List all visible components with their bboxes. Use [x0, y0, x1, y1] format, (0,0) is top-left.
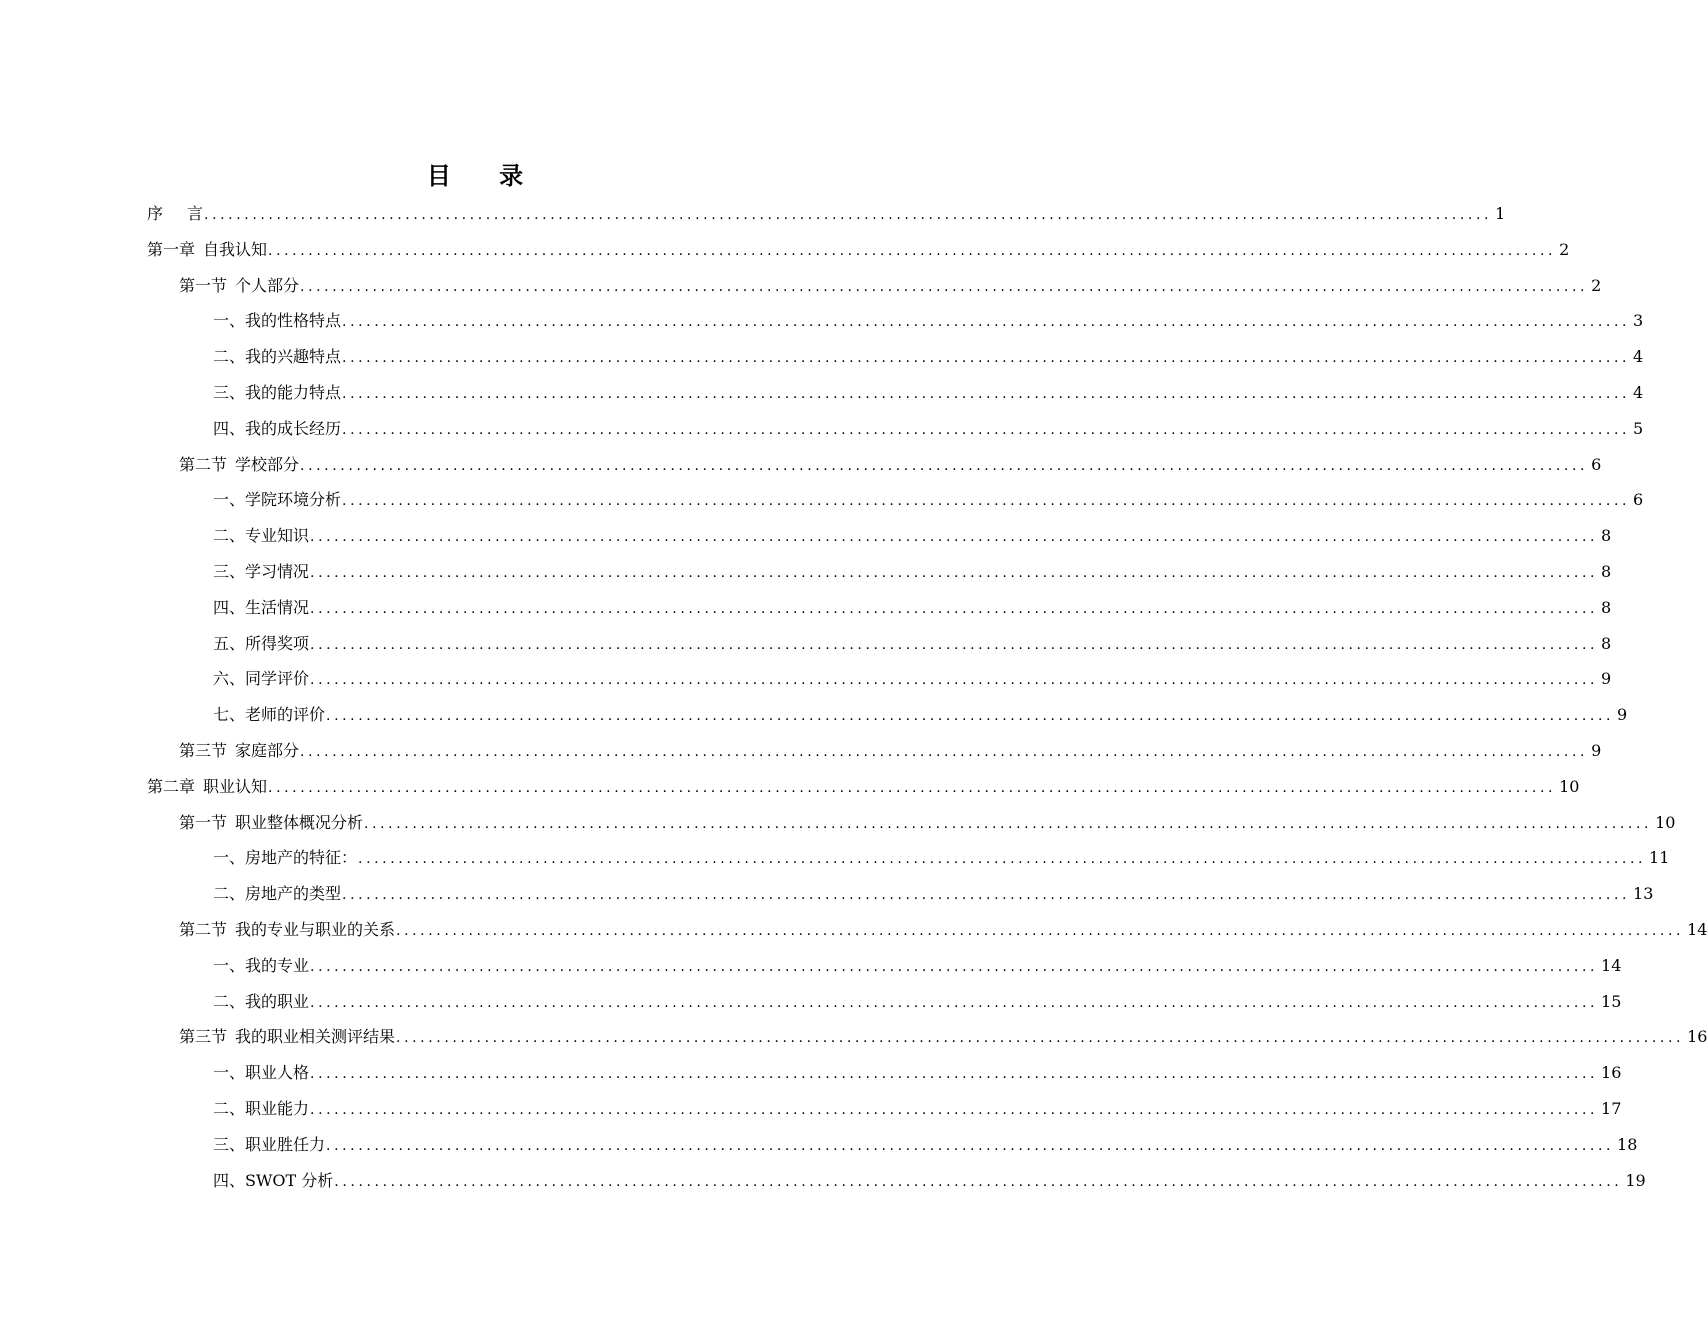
toc-entry-label: [147, 196, 203, 232]
toc-dot-leader: ................................................................................................................................................................: [342, 421, 1631, 438]
toc-entry-label: [213, 626, 309, 662]
toc-dot-leader: ................................................................................................................................................................: [342, 887, 1631, 904]
toc-dot-leader: ................................................................................................................................................................: [310, 600, 1599, 617]
page-title: 目 录: [426, 162, 544, 190]
toc-entry-title: 一、职业人格: [213, 1063, 310, 1083]
toc-entry-title: 言: [187, 204, 204, 223]
toc-dot-leader: ................................................................................................................................................................: [364, 815, 1653, 832]
toc-page-number: 14: [1601, 955, 1622, 975]
toc-entry-number: 第三节: [179, 1027, 228, 1047]
toc-entry[interactable]: [147, 1055, 1622, 1091]
toc-entry-label: [213, 1127, 325, 1163]
toc-page-number: 15: [1601, 991, 1622, 1011]
toc-entry-title: 四、生活情况: [213, 597, 310, 617]
toc-dot-leader: ................................................................................................................................................................: [310, 672, 1599, 689]
toc-page-number: 9: [1591, 740, 1602, 760]
toc-dot-leader: ................................................................................................................................................................: [268, 779, 1557, 796]
table-of-contents: [147, 196, 1707, 1198]
toc-entry-label: [213, 339, 341, 375]
toc-page-number: 14: [1687, 919, 1707, 939]
toc-page-number: 2: [1559, 239, 1570, 259]
toc-entry-title: 学校部分: [235, 454, 300, 474]
toc-entry-label: [213, 984, 309, 1020]
toc-dot-leader: ................................................................................................................................................................: [326, 708, 1615, 725]
toc-dot-leader: ................................................................................................................................................................: [396, 1030, 1685, 1047]
toc-entry-label: [179, 805, 363, 841]
toc-entry-title: 三、职业胜任力: [213, 1134, 326, 1154]
toc-entry-title: 二、职业能力: [213, 1098, 310, 1118]
toc-entry-label: [213, 697, 325, 733]
toc-dot-leader: ................................................................................................................................................................: [342, 314, 1631, 331]
toc-entry-title: 我的职业相关测评结果: [235, 1027, 396, 1047]
toc-entry-label: [213, 876, 341, 912]
toc-entry[interactable]: [147, 697, 1628, 733]
toc-entry[interactable]: [147, 840, 1670, 876]
toc-entry[interactable]: [147, 984, 1622, 1020]
toc-entry[interactable]: [147, 733, 1602, 769]
toc-entry-label: [213, 1055, 309, 1091]
toc-entry-title: 四、SWOT 分析: [213, 1170, 334, 1190]
toc-entry-label: [213, 518, 309, 554]
toc-entry[interactable]: [147, 805, 1676, 841]
toc-entry-label: [213, 1163, 333, 1199]
toc-page-number: 8: [1601, 526, 1612, 546]
toc-entry-label: [213, 303, 341, 339]
toc-page-number: 18: [1617, 1134, 1638, 1154]
toc-entry-title: 家庭部分: [235, 740, 300, 760]
toc-entry-label: [179, 733, 299, 769]
toc-dot-leader: ................................................................................................................................................................: [310, 1066, 1599, 1083]
toc-entry-title: 六、同学评价: [213, 669, 310, 689]
toc-entry-number: 第一节: [179, 275, 228, 295]
toc-entry-title: 五、所得奖项: [213, 633, 310, 653]
toc-page-number: 9: [1601, 669, 1612, 689]
toc-entry-title: 三、我的能力特点: [213, 382, 342, 402]
toc-entry-label: [213, 948, 309, 984]
toc-entry-label: [179, 912, 395, 948]
toc-entry-label: [213, 411, 341, 447]
toc-entry-label: [179, 447, 299, 483]
toc-page-number: 16: [1601, 1063, 1622, 1083]
toc-entry[interactable]: [147, 196, 1506, 232]
toc-dot-leader: ................................................................................................................................................................: [204, 207, 1493, 223]
toc-entry-title: 二、我的兴趣特点: [213, 347, 342, 367]
toc-page-number: 17: [1601, 1098, 1622, 1118]
toc-entry-title: 我的专业与职业的关系: [235, 919, 396, 939]
toc-dot-leader: ................................................................................................................................................................: [310, 958, 1599, 975]
toc-entry-label: [147, 232, 267, 268]
toc-entry[interactable]: [147, 411, 1644, 447]
toc-dot-leader: ................................................................................................................................................................: [310, 1101, 1599, 1118]
toc-page-number: 13: [1633, 884, 1654, 904]
toc-page-number: 16: [1687, 1027, 1707, 1047]
toc-page-number: 10: [1655, 812, 1676, 832]
toc-entry[interactable]: [147, 375, 1644, 411]
toc-entry-number: 序: [147, 204, 164, 223]
toc-entry-number: 第二节: [179, 454, 228, 474]
toc-page-number: 4: [1633, 347, 1644, 367]
toc-page-number: 6: [1591, 454, 1602, 474]
toc-entry-number: 第一节: [179, 812, 228, 832]
toc-entry-number: 第三节: [179, 740, 228, 760]
toc-entry[interactable]: [147, 1091, 1622, 1127]
toc-page-number: 19: [1625, 1170, 1646, 1190]
toc-page-number: 1: [1495, 204, 1506, 223]
toc-entry[interactable]: [147, 554, 1612, 590]
toc-entry[interactable]: [147, 769, 1580, 805]
toc-page-number: 2: [1591, 275, 1602, 295]
toc-entry[interactable]: [147, 1127, 1638, 1163]
toc-entry-title: 一、学院环境分析: [213, 490, 342, 510]
toc-dot-leader: ................................................................................................................................................................: [310, 994, 1599, 1011]
toc-entry-title: 个人部分: [235, 275, 300, 295]
toc-dot-leader: ................................................................................................................................................................: [268, 242, 1557, 259]
toc-entry[interactable]: [147, 661, 1612, 697]
toc-dot-leader: ................................................................................................................................................................: [342, 493, 1631, 510]
toc-entry[interactable]: [147, 876, 1654, 912]
toc-page-number: 8: [1601, 561, 1612, 581]
toc-entry-number: 第二章: [147, 776, 196, 796]
toc-entry-label: [179, 1019, 395, 1055]
toc-entry-label: [213, 1091, 309, 1127]
toc-entry[interactable]: [147, 626, 1612, 662]
toc-entry[interactable]: [147, 518, 1612, 554]
toc-entry-title: 职业认知: [203, 776, 268, 796]
toc-entry[interactable]: [147, 232, 1570, 268]
toc-dot-leader: ................................................................................................................................................................: [334, 1173, 1623, 1190]
toc-entry-title: 一、我的专业: [213, 955, 310, 975]
toc-entry[interactable]: [147, 1019, 1707, 1055]
toc-dot-leader: ................................................................................................................................................................: [300, 457, 1589, 474]
toc-dot-leader: ................................................................................................................................................................: [310, 529, 1599, 546]
toc-entry-label: [213, 554, 309, 590]
toc-entry[interactable]: [147, 590, 1612, 626]
toc-entry[interactable]: [147, 912, 1707, 948]
toc-entry-label: [213, 661, 309, 697]
toc-dot-leader: ................................................................................................................................................................: [326, 1137, 1615, 1154]
toc-entry[interactable]: [147, 268, 1602, 304]
toc-dot-leader: ................................................................................................................................................................: [396, 922, 1685, 939]
toc-dot-leader: ................................................................................................................................................................: [342, 385, 1631, 402]
toc-entry-title: 四、我的成长经历: [213, 418, 342, 438]
toc-entry-title: 一、我的性格特点: [213, 311, 342, 331]
toc-entry-title: 三、学习情况: [213, 561, 310, 581]
toc-dot-leader: ................................................................................................................................................................: [358, 851, 1647, 868]
toc-entry-label: [179, 268, 299, 304]
toc-entry-number: 第二节: [179, 919, 228, 939]
toc-entry-label: [213, 375, 341, 411]
toc-entry-label: [213, 590, 309, 626]
toc-page-number: 10: [1559, 776, 1580, 796]
toc-entry-title: 一、房地产的特征：: [213, 848, 358, 868]
toc-entry-title: 七、老师的评价: [213, 705, 326, 725]
toc-page-number: 3: [1633, 311, 1644, 331]
toc-entry-title: 二、房地产的类型: [213, 884, 342, 904]
toc-entry[interactable]: [147, 948, 1622, 984]
toc-entry-title: 自我认知: [203, 239, 268, 259]
toc-dot-leader: ................................................................................................................................................................: [310, 564, 1599, 581]
toc-entry-title: 二、我的职业: [213, 991, 310, 1011]
toc-entry[interactable]: [147, 1163, 1646, 1199]
toc-dot-leader: ................................................................................................................................................................: [300, 278, 1589, 295]
toc-dot-leader: ................................................................................................................................................................: [300, 743, 1589, 760]
toc-entry-number: 第一章: [147, 239, 196, 259]
toc-page-number: 9: [1617, 705, 1628, 725]
toc-dot-leader: ................................................................................................................................................................: [310, 636, 1599, 653]
toc-page-number: 6: [1633, 490, 1644, 510]
toc-entry[interactable]: [147, 303, 1644, 339]
toc-page-number: 8: [1601, 597, 1612, 617]
toc-entry-title: 职业整体概况分析: [235, 812, 364, 832]
toc-page-number: 5: [1633, 418, 1644, 438]
toc-dot-leader: ................................................................................................................................................................: [342, 350, 1631, 367]
toc-entry-title: 二、专业知识: [213, 526, 310, 546]
toc-entry[interactable]: [147, 447, 1602, 483]
toc-entry[interactable]: [147, 482, 1644, 518]
toc-entry-label: [213, 840, 357, 876]
toc-page-number: 11: [1649, 848, 1670, 868]
toc-entry[interactable]: [147, 339, 1644, 375]
toc-page-number: 8: [1601, 633, 1612, 653]
toc-page-number: 4: [1633, 382, 1644, 402]
toc-entry-label: [147, 769, 267, 805]
toc-entry-label: [213, 482, 341, 518]
